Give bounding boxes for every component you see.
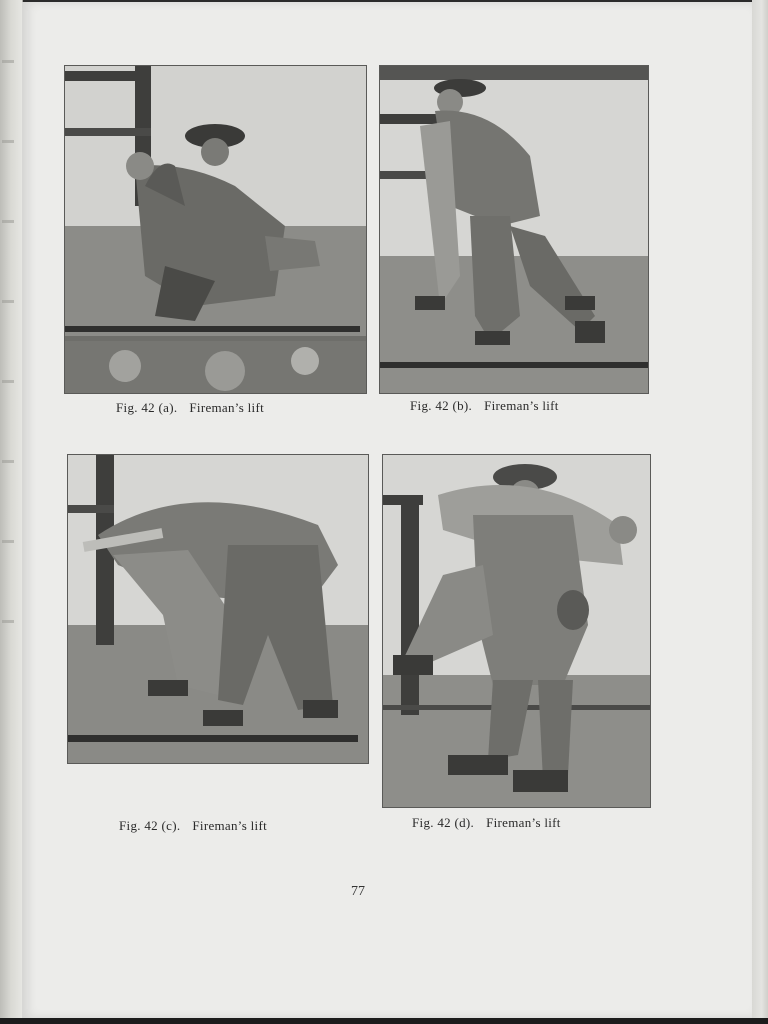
scan-bottom-edge	[0, 1018, 768, 1024]
figure-a-caption	[116, 400, 264, 416]
figure-c-photo	[67, 454, 369, 764]
spine-text-bleed	[2, 540, 14, 543]
figure-a-title: Fireman’s lift	[189, 400, 264, 415]
rescuer-lifting-icon	[380, 66, 648, 393]
figure-d-title: Fireman’s lift	[486, 815, 561, 830]
spine-text-bleed	[2, 620, 14, 623]
spine-text-bleed	[2, 220, 14, 223]
figure-d-caption	[412, 815, 561, 831]
spine-text-bleed	[2, 460, 14, 463]
figure-c-label: Fig. 42 (c).	[119, 818, 181, 833]
figure-a-label: Fig. 42 (a).	[116, 400, 178, 415]
figure-d-label: Fig. 42 (d).	[412, 815, 475, 830]
page-edge	[752, 0, 768, 1024]
figure-c-caption	[119, 818, 267, 834]
rescuer-bending-icon	[68, 455, 368, 763]
spine-text-bleed	[2, 300, 14, 303]
rescuer-carrying-icon	[383, 455, 650, 807]
spine-text-bleed	[2, 60, 14, 63]
figure-b-label: Fig. 42 (b).	[410, 398, 473, 413]
figure-c-title: Fireman’s lift	[192, 818, 267, 833]
spine-text-bleed	[2, 380, 14, 383]
book-spine	[0, 0, 23, 1024]
page-number: 77	[351, 884, 365, 899]
spine-text-bleed	[2, 140, 14, 143]
rescuer-kneeling-icon	[65, 66, 366, 393]
figure-b-caption	[410, 398, 559, 414]
figure-d-photo	[382, 454, 651, 808]
figure-b-title: Fireman’s lift	[484, 398, 559, 413]
figure-a-photo	[64, 65, 367, 394]
figure-b-photo	[379, 65, 649, 394]
